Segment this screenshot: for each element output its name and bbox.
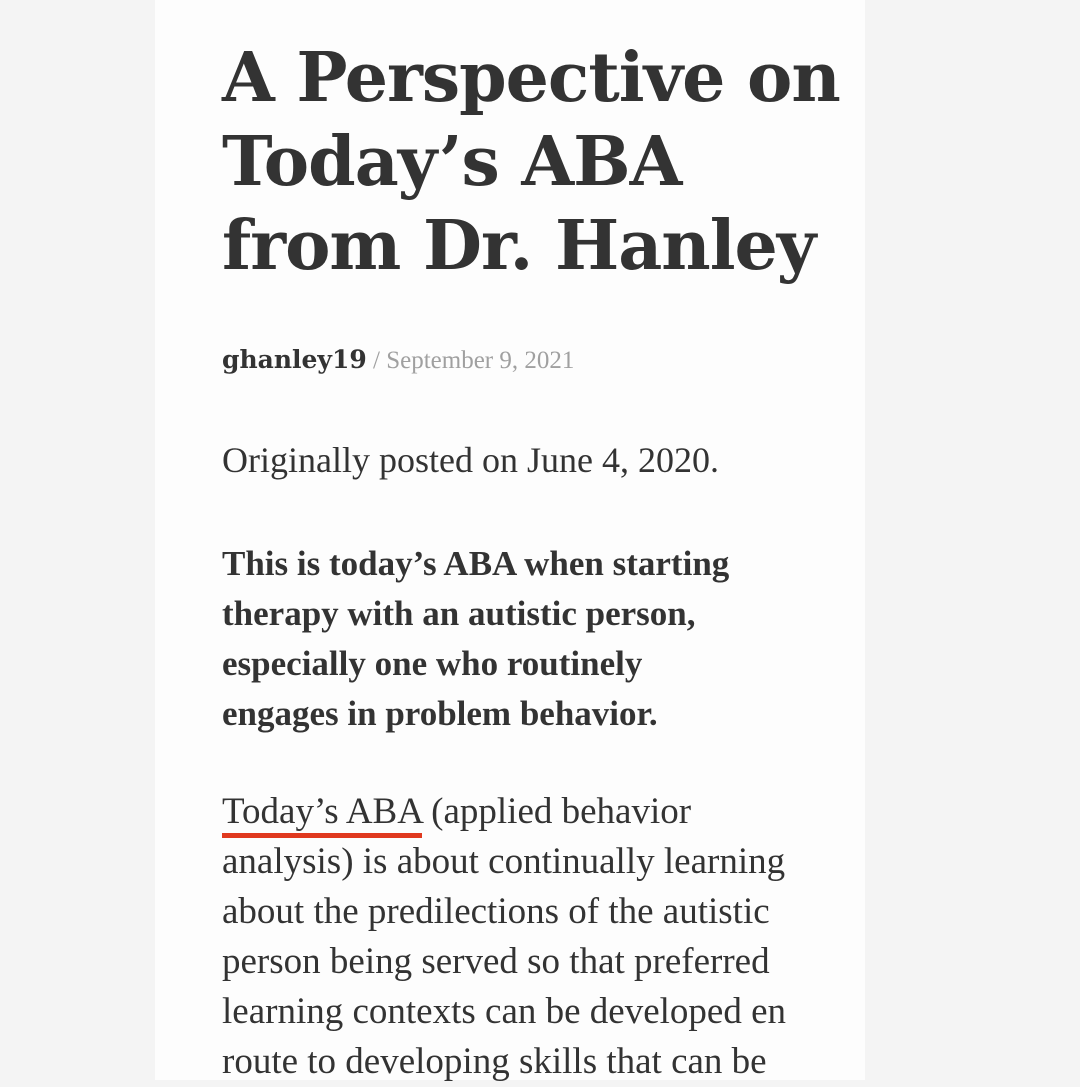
- body-paragraph: [222, 787, 842, 1087]
- post-date: September 9, 2021: [386, 347, 575, 374]
- article-meta: [222, 344, 842, 377]
- body-line-2: analysis) is about continually learning: [222, 841, 786, 882]
- article-title: [222, 36, 842, 288]
- title-line-1: A Perspective on: [222, 38, 840, 118]
- lead-line-1: This is today’s ABA when starting: [222, 544, 730, 583]
- lead-line-3: especially one who routinely: [222, 644, 643, 683]
- body-line-3: about the predilections of the autistic: [222, 891, 770, 932]
- body-line-1-rest: (applied behavior: [421, 791, 692, 832]
- lead-paragraph: [222, 539, 842, 739]
- body-line-4: person being served so that preferred: [222, 941, 770, 982]
- meta-separator: /: [366, 347, 387, 374]
- title-line-3: from Dr. Hanley: [222, 206, 816, 286]
- todays-aba-link[interactable]: Today’s ABA: [222, 791, 422, 838]
- body-line-6: route to developing skills that can be: [222, 1041, 767, 1082]
- body-line-5: learning contexts can be developed en: [222, 991, 787, 1032]
- lead-line-2: therapy with an autistic person,: [222, 594, 696, 633]
- body-line-1: [222, 787, 842, 837]
- original-post-note: Originally posted on June 4, 2020.: [222, 440, 719, 480]
- author-link[interactable]: ghanley19: [222, 345, 367, 374]
- article: [222, 36, 842, 1087]
- lead-line-4: engages in problem behavior.: [222, 694, 658, 733]
- title-line-2: Today’s ABA: [222, 122, 682, 202]
